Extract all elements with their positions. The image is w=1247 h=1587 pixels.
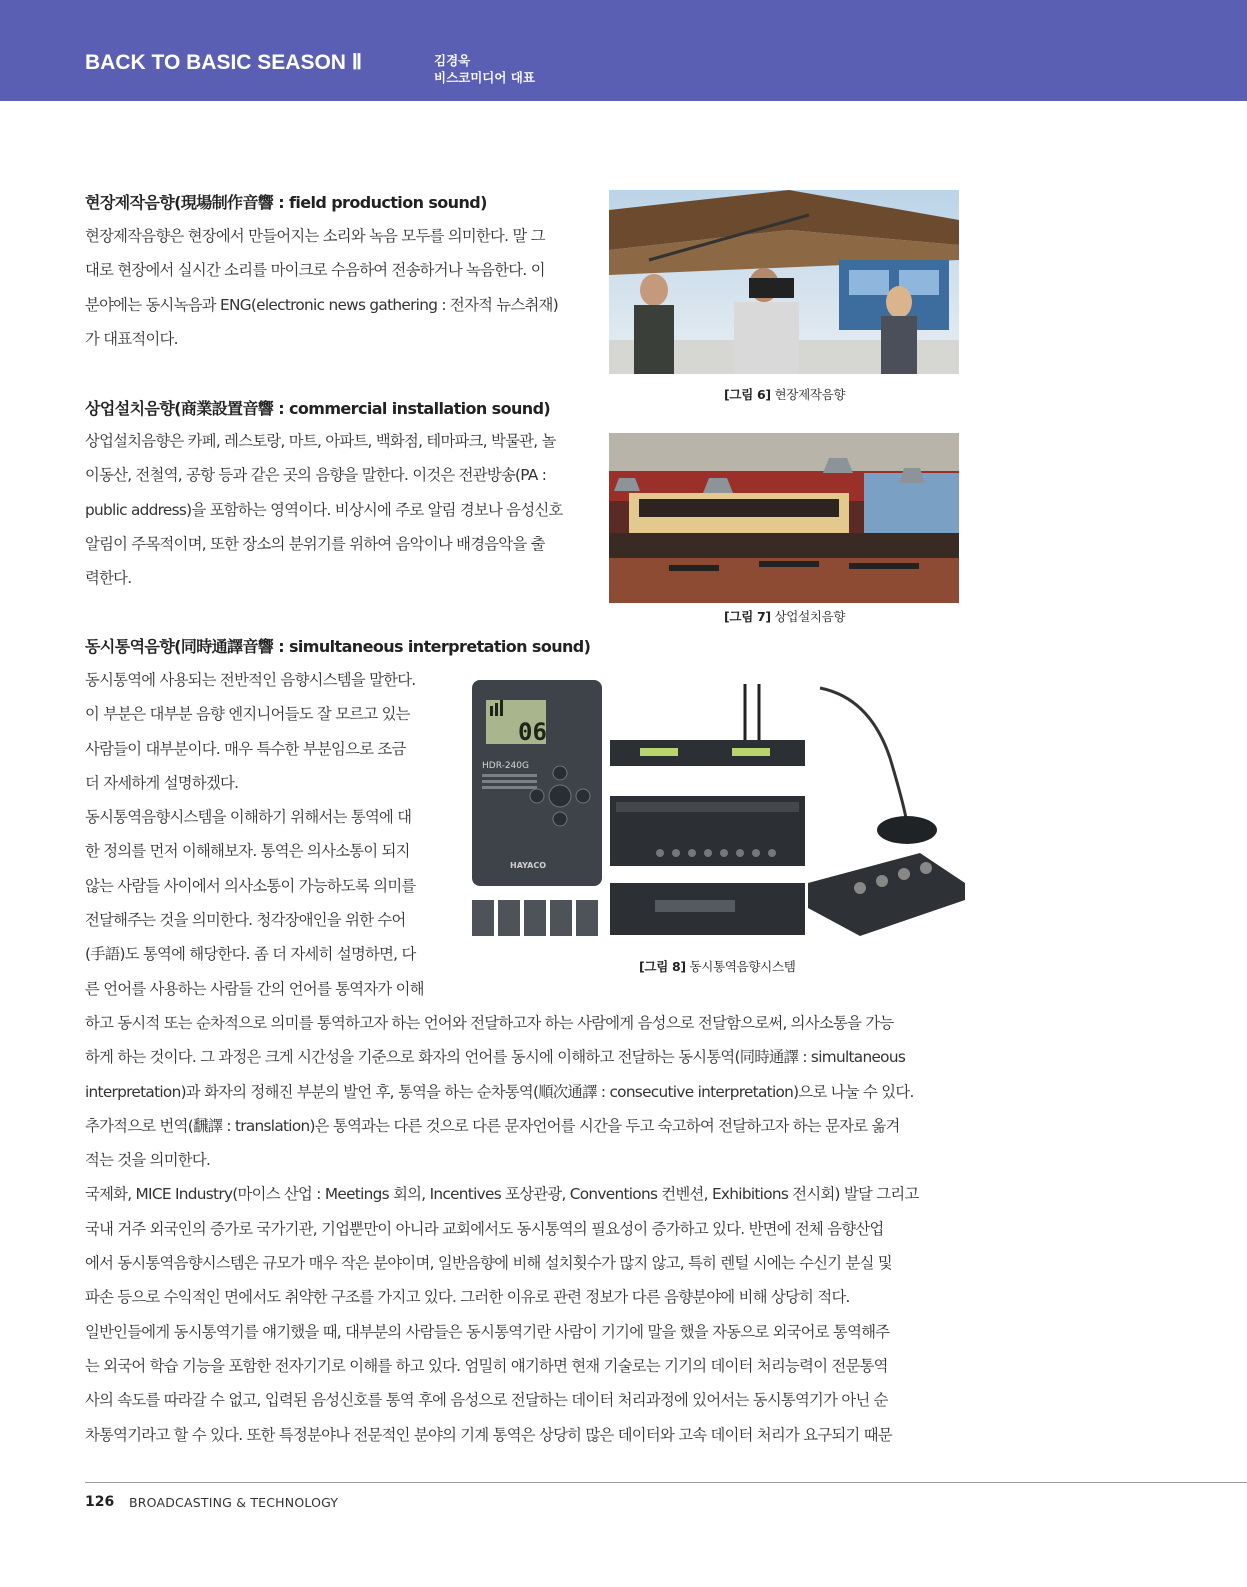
display-digits: 06 (518, 718, 547, 746)
text-line: 력한다. (85, 569, 132, 588)
heading-simultaneous-interpretation: 동시통역음향(同時通譯音響 : simultaneous interpretation sound) (85, 637, 591, 656)
text-line: 이동산, 전철역, 공항 등과 같은 곳의 음향을 말한다. 이것은 전관방송(PA : (85, 466, 547, 485)
figure-caption-text: 상업설치음향 (774, 609, 846, 624)
text-line: 상업설치음향은 카페, 레스토랑, 마트, 아파트, 백화점, 테마파크, 박물관, 놀 (85, 432, 556, 450)
paragraph-commercial-installation (85, 424, 563, 595)
text-line: 하고 동시적 또는 순차적으로 의미를 통역하고자 하는 언어와 전달하고자 하는 사람에게 음성으로 전달함으로써, 의사소통을 가능 (85, 1014, 894, 1032)
author-name: 김경욱 (434, 53, 471, 68)
author-title: 비스코미디어 대표 (434, 70, 535, 85)
text-line: 사람들이 대부분이다. 매우 특수한 부분임으로 조금 (85, 739, 406, 758)
paragraph-interpretation-wide (85, 1006, 919, 1452)
text-line: 알림이 주목적이며, 또한 장소의 분위기를 위하여 음악이나 배경음악을 출 (85, 534, 545, 553)
text-line: 현장제작음향은 현장에서 만들어지는 소리와 녹음 모두를 의미한다. 말 그 (85, 227, 545, 245)
text-line: 국제화, MICE Industry(마이스 산업 : Meetings 회의, Incentives 포상관광, Conventions 컨벤션, Exhibitions 전시회) 발달 그리고 (85, 1185, 919, 1204)
text-line: 국내 거주 외국인의 증가로 국가기관, 기업뿐만이 아니라 교회에서도 동시통역의 필요성이 증가하고 있다. 반면에 전체 음향산업 (85, 1219, 884, 1238)
author-block (434, 52, 535, 86)
text-line: 이 부분은 대부분 음향 엔지니어들도 잘 모르고 있는 (85, 705, 410, 724)
figure-7-caption (724, 607, 845, 625)
text-line: 분야에는 동시녹음과 ENG(electronic news gathering : 전자적 뉴스취재) (85, 295, 558, 314)
text-line: 른 언어를 사용하는 사람들 간의 언어를 통역자가 이해 (85, 979, 424, 998)
figure-6-caption (724, 385, 845, 403)
page-number: 126 (85, 1494, 115, 1510)
heading-commercial-installation: 상업설치음향(商業設置音響 : commercial installation sound) (85, 399, 551, 418)
text-line: 더 자세하게 설명하겠다. (85, 773, 239, 792)
text-line: 동시통역에 사용되는 전반적인 음향시스템을 말한다. (85, 671, 416, 689)
text-line: 에서 동시통역음향시스템은 규모가 매우 작은 분야이며, 일반음향에 비해 설치횟수가 많지 않고, 특히 렌털 시에는 수신기 분실 및 (85, 1254, 892, 1273)
text-line: interpretation)과 화자의 정해진 부분의 발언 후, 통역을 하는 순차통역(順次通譯 : consecutive interpretation)으로 나눌 수 있다. (85, 1082, 914, 1101)
heading-field-production: 현장제작음향(現場制作音響 : field production sound) (85, 193, 487, 212)
text-line: 파손 등으로 수익적인 면에서도 취약한 구조를 가지고 있다. 그러한 이유로 관련 정보가 다른 음향분야에 비해 상당히 적다. (85, 1288, 850, 1307)
text-line: 않는 사람들 사이에서 의사소통이 가능하도록 의미를 (85, 876, 416, 895)
figure-caption-text: 현장제작음향 (774, 387, 846, 402)
commercial-installation-photo (609, 433, 959, 603)
text-line: 전달해주는 것을 의미한다. 청각장애인을 위한 수어 (85, 911, 406, 930)
footer-divider (85, 1482, 1247, 1483)
interpretation-system-illustration (470, 678, 970, 950)
figure-8-equipment (470, 678, 970, 950)
text-line: 적는 것을 의미한다. (85, 1151, 211, 1170)
field-production-photo (609, 190, 959, 374)
page-header (0, 0, 1247, 101)
microphone-base (877, 816, 937, 844)
text-line: 는 외국어 학습 기능을 포함한 전자기기로 이해를 하고 있다. 엄밀히 얘기하면 현재 기술로는 기기의 데이터 처리능력이 전문통역 (85, 1356, 888, 1375)
text-line: public address)을 포함하는 영역이다. 비상시에 주로 알림 경보나 음성신호 (85, 500, 563, 519)
text-line: 일반인들에게 동시통역기를 얘기했을 때, 대부분의 사람들은 동시통역기란 사람이 기기에 말을 했을 자동으로 외국어로 통역해주 (85, 1322, 890, 1341)
model-label: HDR-240G (482, 761, 529, 771)
paragraph-field-production (85, 219, 558, 356)
figure-caption-text: 동시통역음향시스템 (689, 959, 796, 974)
text-line: 동시통역음향시스템을 이해하기 위해서는 통역에 대 (85, 808, 412, 827)
transmitter-unit (610, 740, 805, 766)
figure-8-caption (639, 957, 796, 975)
magazine-name: BROADCASTING & TECHNOLOGY (129, 1495, 339, 1510)
figure-label: [그림 8] (639, 959, 686, 974)
figure-label: [그림 6] (724, 387, 771, 402)
text-line: 대로 현장에서 실시간 소리를 마이크로 수음하여 전송하거나 녹음한다. 이 (85, 261, 545, 280)
text-line: 가 대표적이다. (85, 329, 178, 348)
figure-label: [그림 7] (724, 609, 771, 624)
paragraph-interpretation-narrow (85, 663, 424, 1006)
text-line: 추가적으로 번역(飜譯 : translation)은 통역과는 다른 것으로 다른 문자언어를 시간을 두고 숙고하여 전달하고자 하는 문자로 옮겨 (85, 1116, 900, 1135)
text-line: 한 정의를 먼저 이해해보자. 통역은 의사소통이 되지 (85, 842, 410, 861)
text-line: 하게 하는 것이다. 그 과정은 크게 시간성을 기준으로 화자의 언어를 동시에 이해하고 전달하는 동시통역(同時通譯 : simultaneous (85, 1048, 906, 1067)
brand-label: HAYACO (510, 861, 547, 870)
text-line: (手語)도 통역에 해당한다. 좀 더 자세히 설명하면, 다 (85, 945, 416, 964)
text-line: 사의 속도를 따라갈 수 없고, 입력된 음성신호를 통역 후에 음성으로 전달하는 데이터 처리과정에 있어서는 동시통역기가 아닌 순 (85, 1391, 888, 1410)
figure-7-photo (609, 433, 959, 603)
text-line: 차통역기라고 할 수 있다. 또한 특정분야나 전문적인 분야의 기계 통역은 상당히 많은 데이터와 고속 데이터 처리가 요구되기 때문 (85, 1425, 892, 1444)
figure-6-photo (609, 190, 959, 374)
series-title: BACK TO BASIC SEASON Ⅱ (85, 51, 363, 74)
